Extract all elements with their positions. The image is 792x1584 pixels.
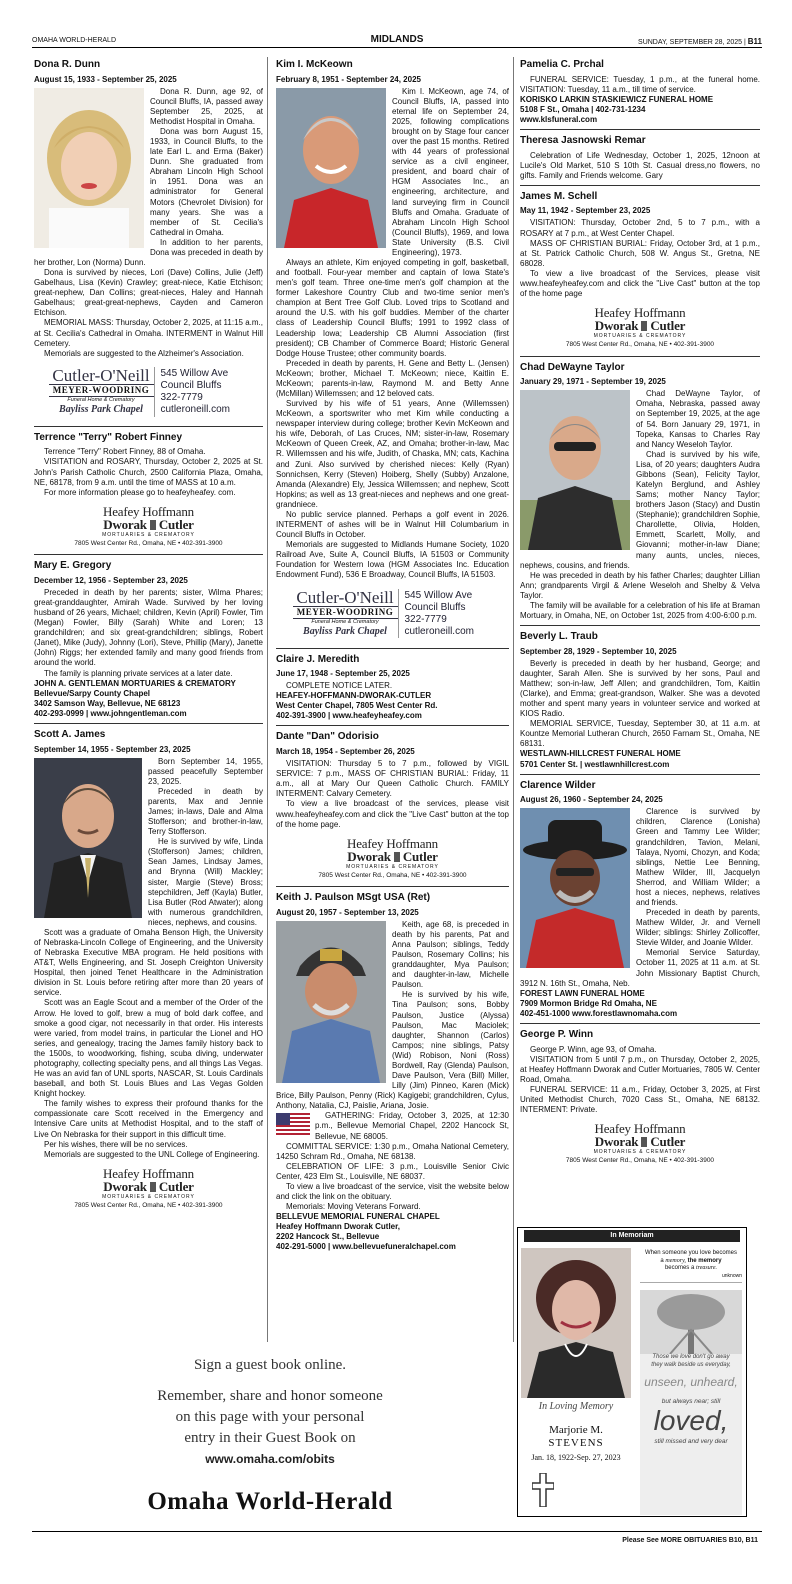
heafey-logo: Heafey Hoffmann Dworak Cutler MORTUARIES & CREMATORY 7805 West Center Rd., Omaha, NE • 402-391-3900 — [318, 835, 467, 879]
funeral-home: 5108 F St., Omaha | 402-731-1234 — [520, 104, 646, 114]
tree-image — [640, 1290, 742, 1354]
obituary-james — [34, 727, 263, 1216]
guest-line: on this page with your personal — [175, 1409, 365, 1425]
obituary-finney — [34, 430, 263, 555]
obit-paragraph: He was preceded in death by his father Charles; daughter Lillian Ann; grandparents Virgil & Arlene Weseloh and Shelby & Velva Taylor. — [520, 570, 760, 600]
obit-name: Theresa Jasnowski Remar — [520, 134, 646, 146]
obituary-traub — [520, 629, 760, 775]
obit-dates: September 28, 1929 - September 10, 2025 — [520, 646, 677, 656]
obit-paragraph: He is survived by his wife, Tina Paulson; sons, Bobby Paulson, Justice (Alyssa) Paulson, Mac Maciolek; daughter, Shannon (Carlos) Campos; nine siblings, Patsy (Wid) Robison, Noni (Ross) Bordwell, Ray (Glenda) Paulson, Dave Paulson, Vera (Bill) Miller, Lilly (Jim) Pinneo, Karen (Mick) Brice, Billy Paulson, Penny (Rick) Kagigebi; grandchildren, Cylus, Anthony, Natalia, CJ, Paislie, Ariana, Josie. — [276, 990, 509, 1111]
obituary-winn — [520, 1027, 760, 1172]
guest-line: Sign a guest book online. — [193, 1357, 347, 1373]
obit-paragraph: Survived by his wife of 51 years, Anne (Willemssen) McKeown, a sportswriter who met Kim while conducting a newspaper interview during college; brother Kevin McKeown and his wife, Deborah, of Las Cruces, NM; sister-in-law, Rosemary McKeown of Queen Creek, AZ, and Omaha; brother-in-law, Mac R. Willemssen and his wife, Judith, of Chaska, MN; cats, Kachina and Zuni. Also survived by cherished nieces: Kelly (Ryan) Sonnichsen, Kerry (Steven) Hoiberg, Shelly (Subby) Anzalone, Amanda (Alexandre) Ely, Jessica Willemssen; and nephew, Scott Hopkins; as well as 13 great-nieces and nephews and one great-grandniece. — [276, 399, 509, 509]
in-loving-memory: In Loving Memory — [538, 1401, 614, 1412]
obit-paragraph: Preceded in death by parents, H. Gene and Betty L. (Jensen) McKeown; brother, Michael T. McKeown; niece, Kaitlin E. McKeown; parents-in-law, Raymond M. and Betty Anne (McMillan) Willemssen; and 12 beloved cats. — [276, 358, 509, 399]
obit-dates: May 11, 1942 - September 23, 2025 — [520, 206, 651, 216]
obit-paragraph: COMMITTAL SERVICE: 1:30 p.m., Omaha National Cemetery, 14250 Schram Rd., Omaha, NE 68138. — [276, 1141, 509, 1161]
obituary-schell — [520, 189, 760, 357]
obit-paragraph: VISITATION and ROSARY, Thursday, October 2, 2025 at St. John's Parish Catholic Church, 2500 California Plaza, Omaha, NE, 68178, from 9 a.m. until the time of MASS at 10 a.m. — [34, 457, 263, 487]
memoriam-photo — [521, 1248, 631, 1398]
obit-photo — [34, 758, 142, 918]
funeral-home-contact[interactable]: 402-451-1000 www.forestlawnomaha.com — [520, 1008, 678, 1018]
funeral-home-link[interactable]: www.klsfuneral.com — [520, 114, 598, 124]
obit-paragraph: Memorials are suggested to Midlands Humane Society, 1020 Railroad Ave, Suite A, Council Bluffs, IA 51503 or Community Foundation for Western Iowa (HGM Associates Inc. Education Endowment Fund), 536 E Broadway, Council Bluffs, IA 51503. — [276, 540, 509, 580]
obit-paragraph: Kim I. McKeown, age 74, of Council Bluffs, IA, passed into eternal life on September 24, 2025, following complications brought on by Stage four cancer over the past 15 months. Retired with 44 years of professional service as a civil engineer, president, and board chair of HGM Associates Inc., an engineering, architecture, and land surveying firm in Council Bluffs and Omaha. Graduate of Abraham Lincoln High School (Council Bluffs), 1969, and Iowa State University (B.S. Civil Engineering), 1973. — [392, 86, 509, 257]
paper-name: OMAHA WORLD-HERALD — [32, 37, 117, 44]
heafey-logo: Heafey Hoffmann Dworak Cutler MORTUARIES & CREMATORY 7805 West Center Rd., Omaha, NE • 402-391-3900 — [74, 503, 223, 548]
obituary-prchal — [520, 57, 760, 130]
obit-paragraph: COMPLETE NOTICE LATER. — [286, 681, 393, 691]
obits-link[interactable]: www.omaha.com/obits — [205, 1452, 335, 1466]
obit-paragraph: No public service planned. Perhaps a golf event in 2026. INTERMENT of ashes will be in Walnut Hill Columbarium in Council Bluffs in October. — [276, 509, 509, 540]
in-memoriam-header: In Memoriam — [524, 1230, 740, 1242]
obit-paragraph: Dona R. Dunn, age 92, of Council Bluffs, IA, passed away September 25, 2025, at Methodist Hospital in Omaha. — [150, 86, 263, 126]
obit-dates: August 26, 1960 - September 24, 2025 — [520, 795, 663, 805]
memoriam-first-name: Marjorie M. — [549, 1423, 603, 1436]
obit-paragraph: Dona was born August 15, 1933, in Council Bluffs, to the late Earl L. and Erma (Baker) Dunn. She graduated from Abraham Lincoln High School in 1951. Dona was an administrator for General Motors (Chevrolet Division) for many years. She was a member of St. Cecilia's Cathedral in Omaha. — [150, 126, 263, 237]
obit-paragraph: VISITATION from 5 until 7 p.m., on Thursday, October 2, 2025, at Heafey Hoffmann Dworak and Cutler Mortuaries, 7805 W. Center Road, Omaha. — [520, 1054, 760, 1084]
funeral-home: 2202 Hancock St., Bellevue — [276, 1232, 380, 1242]
column-3 — [520, 57, 760, 1242]
obituary-dunn — [34, 57, 263, 427]
obit-name: Kim I. McKeown — [276, 59, 353, 70]
obit-paragraph: The family will be available for a celebration of his life at Braman Mortuary, in Omaha, NE, on October 1st, 2025 from 4:00-6:00 p.m. — [520, 600, 760, 620]
obit-name: Pamelia C. Prchal — [520, 59, 604, 70]
funeral-home: HEAFEY-HOFFMANN-DWORAK-CUTLER — [276, 691, 432, 701]
obit-paragraph: Memorials are suggested to the Alzheimer's Association. — [44, 348, 244, 358]
obit-dates: August 20, 1957 - September 13, 2025 — [276, 907, 419, 917]
obituary-gregory — [34, 558, 263, 724]
heafey-logo: Heafey Hoffmann Dworak Cutler MORTUARIES & CREMATORY 7805 West Center Rd., Omaha, NE • 402-391-3900 — [74, 1165, 223, 1210]
masthead — [32, 34, 762, 48]
obit-paragraph: Keith, age 68, is preceded in death by his parents, Pat and Anna Paulson; siblings, Teddy Paulson, Rosemary Collins; his granddaughter, Mya Paulson; and daughter-in-law, Michelle Paulson. — [392, 919, 509, 990]
obit-name: Mary E. Gregory — [34, 560, 112, 572]
obit-paragraph: Chad DeWayne Taylor, of Omaha, Nebraska, passed away on September 19, 2025, at the age of 54. Born January 29, 1971, in Topeka, Kansas to Charles Ray and Nancy Weseloh Taylor. — [636, 389, 760, 449]
obit-dates: January 29, 1971 - September 19, 2025 — [520, 377, 666, 387]
obit-paragraph: FUNERAL SERVICE: Tuesday, 1 p.m., at the funeral home. VISITATION: Tuesday, 11 a.m., till time of service. — [520, 74, 760, 94]
obituary-remar — [520, 133, 760, 186]
obit-paragraph: The family wishes to express their profound thanks for the compassionate care Scott received in the Emergency and Intensive Care units at Methodist Hospital, and to the staff of Live On Nebraska for their support in this difficult time. — [34, 1099, 263, 1139]
obit-name: James M. Schell — [520, 190, 598, 202]
obituary-mckeown — [276, 57, 509, 649]
cutler-oneill-logo: Cutler-O'Neill MEYER-WOODRING Funeral Home & Crematory Bayliss Park Chapel 545 Willow Ave Council Bluffs 322-7779 cutleroneill.com — [49, 366, 249, 418]
obit-photo — [520, 390, 630, 550]
obit-dates: June 17, 1948 - September 25, 2025 — [276, 669, 410, 679]
guest-line: Remember, share and honor someone — [157, 1388, 383, 1404]
obit-paragraph: MASS OF CHRISTIAN BURIAL: Friday, October 3rd, at 1 p.m., at St. Patrick Catholic Church, 508 W. Angus St., Gretna, NE 68028. — [520, 238, 760, 268]
funeral-home: FOREST LAWN FUNERAL HOME — [520, 988, 645, 998]
obit-paragraph: The family is planning private services at a later date. — [44, 668, 233, 678]
obit-paragraph: CELEBRATION OF LIFE: 3 p.m., Louisville Senior Civic Center, 423 Elm St., Louisville, NE 68037. — [276, 1161, 509, 1181]
obit-dates: August 15, 1933 - September 25, 2025 — [34, 74, 177, 84]
obit-paragraph: Beverly is preceded in death by her husband, George; and daughter, Sarah Allen. She is survived by her sons, Paul and Matthew; son-in-law, Jeff Allen; and grandchildren, Tom, Kaitlin (Clarke), and Emma; great-grandson, Walker. She was a devoted mother and spent many years in volunteer service and worked at KIOS Radio. — [520, 658, 760, 719]
section-title: MIDLANDS — [370, 34, 424, 45]
funeral-home: West Center Chapel, 7805 West Center Rd. — [276, 701, 438, 711]
column-2 — [276, 57, 514, 1342]
obit-photo — [276, 88, 386, 248]
obit-paragraph: Preceded in death by parents, Mathew Wilder, Jr. and Vernell Wilder; siblings: Shirley Zollicoffer, Stevie Wilder, and Joanie Wilder. — [636, 908, 760, 948]
obit-paragraph: Always an athlete, Kim enjoyed competing in golf, basketball, and football. Four-year member and captain of Iowa State's men's golf team. Three one-time men's golf champion at the former Lakeshore Country Club and two-time senior men's champion at Bent Tree Golf Club. Loved trips to Scotland and around the U.S. with his golf buddies. Member of the charter class of Leadership Council Bluffs; 1991 to 1992 class of Leadership Iowa; Leadership CB Alumni Association (first president); CB Chamber of Commerce Board; Historic General Dodge House Trustee; other community boards. — [276, 258, 509, 358]
funeral-home: Bellevue/Sarpy County Chapel — [34, 688, 151, 698]
obituary-paulson — [276, 890, 509, 1256]
obit-paragraph: MEMORIAL SERVICE, Tuesday, September 30, at 11 a.m. at Kountze Memorial Lutheran Church, 2650 Farnam St., Omaha, NE 68131. — [520, 719, 760, 749]
guest-line: entry in their Guest Book on — [184, 1430, 356, 1446]
funeral-home-contact[interactable]: 402-391-3900 | www.heafeyheafey.com — [276, 711, 422, 721]
obituary-meredith — [276, 652, 509, 727]
obit-paragraph: Per his wishes, there will be no services. — [44, 1139, 188, 1149]
obit-dates: February 8, 1951 - September 24, 2025 — [276, 74, 421, 84]
funeral-home-contact[interactable]: 402-293-0999 | www.johngentleman.com — [34, 708, 187, 718]
obit-paragraph: Dona is survived by nieces, Lori (Dave) Collins, Julie (Jeff) Gabelhaus, Lisa (Kevin) Crawley; great-niece, Katie Etchison; great-nephew, Dan Collins; great-nieces, Haley and Hannah Gabelhaus; great-great-nephews, Cayden and Cameron Etchison. — [34, 268, 263, 318]
obit-name: Beverly L. Traub — [520, 631, 598, 643]
obit-name: George P. Winn — [520, 1028, 594, 1040]
obit-paragraph: GATHERING: Friday, October 3, 2025, at 12:30 p.m., Bellevue Memorial Chapel, 2202 Hancock St, Bellevue, NE 68005. — [315, 1111, 509, 1141]
obit-paragraph: Preceded in death by parents, Max and Jennie James; in-laws, Dale and Alma Stofferson; and brother-in-law, Terry Stofferson. — [148, 786, 263, 837]
funeral-home: Heafey Hoffmann Dworak Cutler, — [276, 1222, 401, 1232]
obituary-odorisio — [276, 729, 509, 887]
funeral-home-contact[interactable]: 5701 Center St. | westlawnhillcrest.com — [520, 759, 670, 769]
obit-name: Dona R. Dunn — [34, 59, 101, 70]
funeral-home: WESTLAWN-HILLCREST FUNERAL HOME — [520, 749, 681, 759]
divider — [32, 1531, 762, 1532]
funeral-home: 3402 Samson Way, Bellevue, NE 68123 — [34, 698, 181, 708]
obit-name: Clarence Wilder — [520, 779, 596, 791]
funeral-home-contact[interactable]: 402-291-5000 | www.bellevuefuneralchapel.com — [276, 1242, 456, 1252]
obit-paragraph: To view a live broadcast of the Services, please visit www.heafeyheafey.com and click the "Live Cast" button at the top of the home page — [520, 268, 760, 299]
cutler-oneill-logo: Cutler-O'Neill MEYER-WOODRING Funeral Home & Crematory Bayliss Park Chapel 545 Willow Ave Council Bluffs 322-7779 cutleroneill.com — [293, 588, 493, 640]
obit-name: Terrence "Terry" Robert Finney — [34, 431, 183, 443]
memoriam-dates: Jan. 18, 1922-Sep. 27, 2023 — [531, 1453, 621, 1463]
obit-paragraph: Memorial Service Saturday, October 11, 2025 at 11 a.m. at St. John Missionary Baptist Church, 3912 N. 16th St., Omaha, Neb. — [520, 948, 760, 988]
obit-paragraph: MEMORIAL MASS: Thursday, October 2, 2025, at 11:15 a.m., at St. Cecilia's Cathedral in Omaha. INTERMENT in Walnut Hill Cemetery. — [34, 318, 263, 348]
funeral-home: BELLEVUE MEMORIAL FUNERAL CHAPEL — [276, 1212, 440, 1222]
owh-logo: Omaha World-Herald — [147, 1488, 393, 1515]
obit-paragraph: In addition to her parents, Dona was preceded in death by her brother, Lon (Norma) Dunn. — [34, 237, 263, 267]
memoriam-text — [521, 1401, 631, 1463]
obit-photo — [34, 88, 144, 248]
obit-paragraph: Preceded in death by her parents; sister, Wilma Phares; great-granddaughter, Amirah Wade. Survived by her loving husband of 26 years, Michael; children, Kevin (April) Fowler, Tim (Megan) Fowler, Billy (Sarah) White and Loren; 13 grandchildren; and six great-grandchildren; siblings, Robert (Janet), Mike (Judy), Johnny (Lori), Steve, Phillip (Mary), Janette (John) Riggs; her extended family and many good friends from around the world. — [34, 587, 263, 668]
obit-dates: December 12, 1956 - September 23, 2025 — [34, 575, 188, 585]
funeral-home: JOHN A. GENTLEMAN MORTUARIES & CREMATORY — [34, 678, 236, 688]
obit-paragraph: Memorials are suggested to the UNL College of Engineering. — [44, 1149, 260, 1159]
obit-paragraph: Chad is survived by his wife, Lisa, of 20 years; daughters Audra Gibbons (Sean), Felicity Taylor, Katelyn Berglund, and Ashley Sams; mother Nancy Taylor; brothers Jason (Stacy) and Dustin (Stephanie); grandchildren Sophie, Charollette, Olivia, Holden, Emmett, Scarlett, Molly, and Giovanni; mother-in-law Diane; many aunts, uncles, nieces, nephews, cousins, and friends. — [520, 449, 760, 570]
obit-paragraph: To view a live broadcast of the service, visit the website below and click the link on the obituary. — [276, 1181, 509, 1201]
obit-paragraph: For more information please go to heafeyheafey. com. — [44, 487, 236, 497]
memoriam-quote: When someone you love becomes a memory, the memory becomes a treasure. unknown — [640, 1250, 742, 1283]
memoriam-poem-card: Those we love don't go away they walk beside us everyday, unseen, unheard, but always near; still loved, still missed and very dear — [640, 1290, 742, 1515]
obit-paragraph: VISITATION: Thursday, October 2nd, 5 to 7 p.m., with a ROSARY at 7 p.m., at West Center Chapel. — [520, 218, 760, 238]
obit-photo — [276, 921, 386, 1083]
funeral-home: 7909 Mormon Bridge Rd Omaha, NE — [520, 998, 657, 1008]
more-obituaries-link[interactable]: Please See MORE OBITUARIES B10, B11 — [622, 1537, 758, 1544]
obit-paragraph: Born September 14, 1955, passed peacefully September 23, 2025. — [148, 756, 263, 786]
column-1 — [34, 57, 268, 1342]
memoriam-last-name: STEVENS — [548, 1437, 604, 1450]
obit-paragraph: Clarence is survived by children, Clarence (Lonisha) Green and Tammy Lee Wilder; grandchildren, Tavion, Melani, Talaya, Nyomi, Chozyn, and Koda; siblings, Nettie Lee Benning, Mathew Wilder, III, Jacquelyn Sherrod, and William Wilder; a host a nieces, nephews, relatives and friends. — [636, 807, 760, 907]
heafey-logo: Heafey Hoffmann Dworak Cutler MORTUARIES & CREMATORY 7805 West Center Rd., Omaha, NE • 402-391-3900 — [565, 1121, 715, 1165]
obit-paragraph: To view a live broadcast of the services, please visit www.heafeyheafey.com and click the "Live Cast" button at the top of the home page. — [276, 799, 509, 829]
obit-dates: September 14, 1955 - September 23, 2025 — [34, 744, 191, 754]
obit-photo — [520, 808, 630, 968]
obit-paragraph: He is survived by wife, Linda (Stofferson) James; children, Sean James, Lindsay James, and Brynna (Will) Mackley; sister, Margie (Steve) Bross; stepchildren, Jeff (Kayla) Butler, Lisa Butler (Rod Atwater); along with numerous grandchildren, nieces, nephews, and cousins. — [148, 837, 263, 927]
heafey-logo: Heafey Hoffmann Dworak Cutler MORTUARIES & CREMATORY 7805 West Center Rd., Omaha, NE • 402-391-3900 — [565, 305, 715, 349]
in-memoriam-box — [517, 1227, 747, 1517]
obit-name: Dante "Dan" Odorisio — [276, 731, 379, 743]
obit-paragraph: George P. Winn, age 93, of Omaha. — [530, 1044, 657, 1054]
american-flag-icon — [276, 1113, 310, 1138]
obit-paragraph: Scott was an Eagle Scout and a member of the Order of the Arrow. He loved to golf, brew a mug of bold dark coffee, and smoke a good cigar, not necessarily in that order. His interests were varied, from model trains, in particular the Lionel and HO series, and genealogy, tracing the James family history back to the 1500s, to woodworking, fishing, scuba diving, underwater photography, collecting specialty pens, and all things Las Vegas. He was an avid fan of UNL sports, NASCAR, St. Louis Cardinals baseball, and both St. Louis Blues and Las Vegas Golden Knight hockey. — [34, 998, 263, 1099]
funeral-home: KORISKO LARKIN STASKIEWICZ FUNERAL HOME — [520, 94, 714, 104]
obit-paragraph: VISITATION: Thursday 5 to 7 p.m., followed by VIGIL SERVICE: 7 p.m., MASS OF CHRISTIAN BURIAL: Friday, 11 a.m., all at Mary Our Queen Catholic Church. FAMILY INTERMENT: Calvary Cemetery. — [276, 759, 509, 799]
obit-name: Keith J. Paulson MSgt USA (Ret) — [276, 892, 431, 904]
obit-name: Chad DeWayne Taylor — [520, 361, 625, 373]
obituary-taylor — [520, 360, 760, 626]
obit-paragraph: Memorials: Moving Veterans Forward. — [286, 1202, 421, 1212]
obit-paragraph: Scott was a graduate of Omaha Benson High, the University of Nebraska-Lincoln College of Engineering, and the University of Nebraska Executive MBA program. He held positions with AT&T, Wells Engineering, and St. Joseph Creighton University Hospital, then joined Tenet Healthcare in the Administration division in St. Louis before retiring after more than 20 years of service. — [34, 927, 263, 998]
guest-book-promo — [100, 1355, 440, 1470]
obit-paragraph: FUNERAL SERVICE: 11 a.m., Friday, October 3, 2025, at First United Methodist Church, 7020 Cass St., Omaha, NE 68132. INTERMENT: Private. — [520, 1084, 760, 1114]
issue-date: SUNDAY, SEPTEMBER 28, 2025 | B11 — [638, 37, 762, 46]
cross-icon — [532, 1473, 554, 1510]
obit-name: Claire J. Meredith — [276, 653, 360, 665]
obit-paragraph: Celebration of Life Wednesday, October 1, 2025, 12noon at Lucile's Old Market, 510 S 10th St. Casual dress,no flowers, no gifts. Family and Friends welcome. Gary — [520, 150, 760, 180]
obituary-wilder — [520, 778, 760, 1024]
obit-paragraph: Terrence "Terry" Robert Finney, 88 of Omaha. — [44, 447, 206, 457]
obit-name: Scott A. James — [34, 728, 106, 740]
obit-dates: March 18, 1954 - September 26, 2025 — [276, 747, 415, 757]
